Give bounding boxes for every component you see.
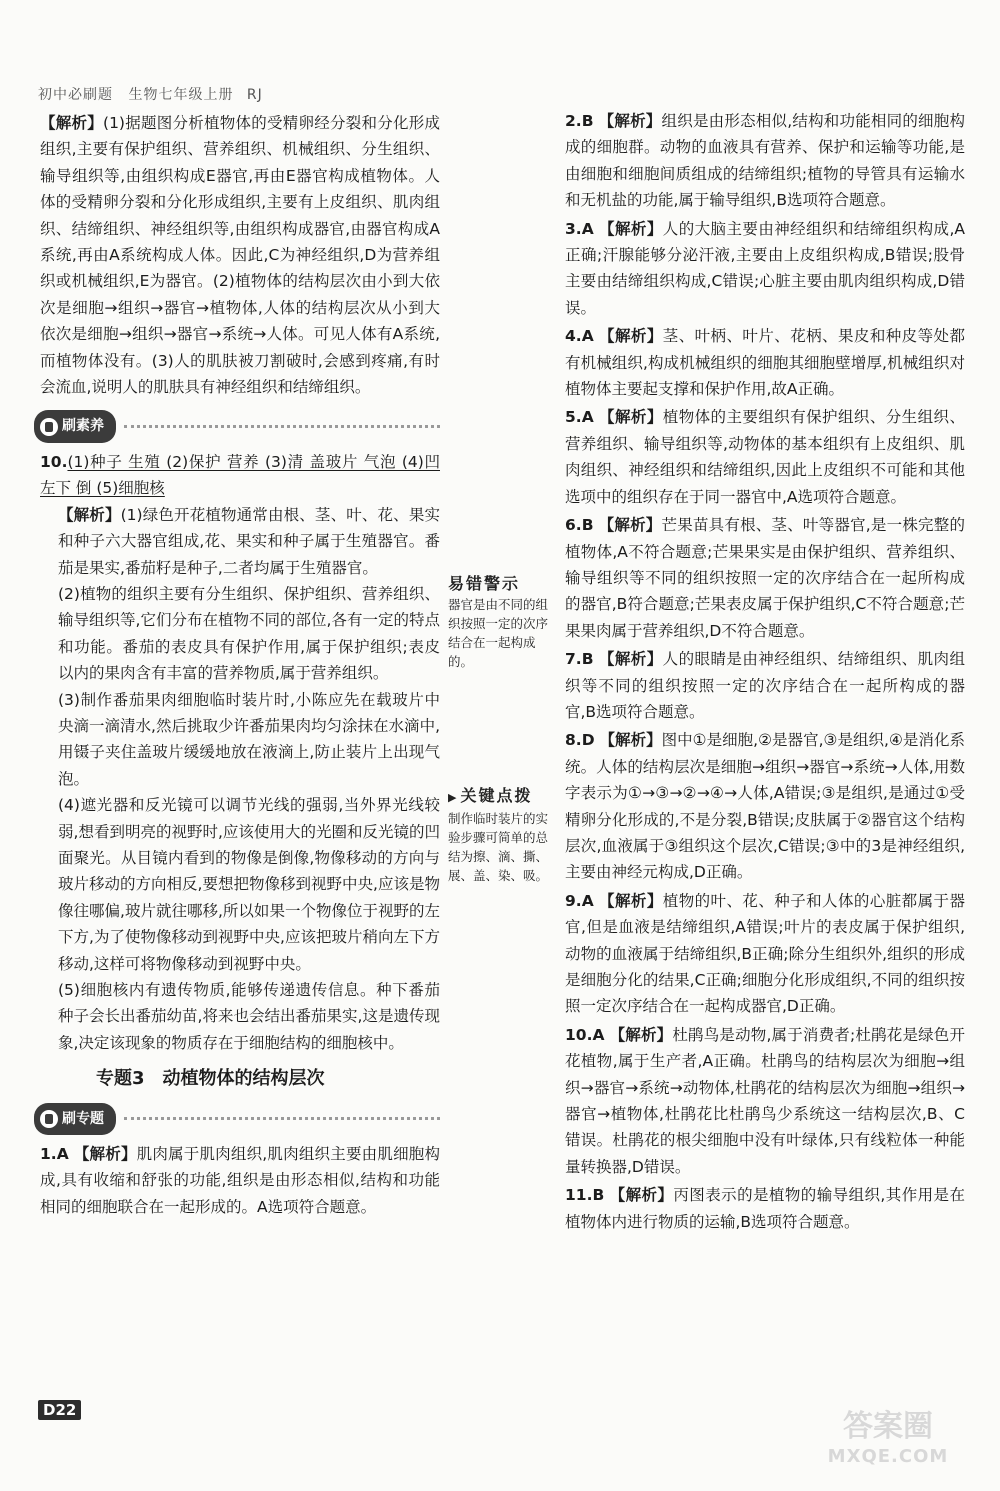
analysis-text: 人的大脑主要由神经组织和结缔组织构成,A正确;汗腺能够分泌汗液,主要由上皮组织构成,B错误;股骨主要由结缔组织构成,C错误;心脏主要由肌肉组织构成,D错误。 [565,219,965,317]
answer-letter: B [581,112,594,130]
analysis-tag: 【解析】 [609,1025,673,1044]
badge-label: 刷素养 [62,418,104,435]
answer-letter: A [581,891,594,910]
question-item [565,888,965,1020]
analysis-paragraph: (5)细胞核内有遗传物质,能够传递遗传信息。种下番茄种子会长出番茄幼苗,将来也会结出番茄果实,这是遗传现象,决定该现象的物质存在于细胞结构的细胞核中。 [58,981,440,1052]
question-10-answer [40,449,440,502]
question-number: 10. [565,1025,593,1044]
question-item [565,1022,965,1180]
intro-analysis [40,110,440,400]
analysis-paragraph: (3)制作番茄果肉细胞临时装片时,小陈应先在载玻片中央滴一滴清水,然后挑取少许番茄果肉均匀涂抹在水滴中,用镊子夹住盖玻片缓缓地放在液滴上,防止装片上出现气泡。 [58,690,440,788]
analysis-text: 植物的叶、花、种子和人体的心脏都属于器官,但是血液是结缔组织,A错误;叶片的表皮属于保护组织,动物的血液属于结缔组织,B正确;除分生组织外,组织的形成是细胞分化的结果,C正确;细胞分化形成组织,不同的组织按照一定次序结合在一起构成器官,D正确。 [565,891,965,1016]
topic-badge [34,1103,116,1135]
analysis-tag: 【解析】 [40,114,104,132]
answer-letter: A [581,219,594,238]
analysis-text: 丙图表示的是植物的输导组织,其作用是在植物体内进行物质的运输,B选项符合题意。 [565,1186,965,1231]
tip-common-mistake [448,574,560,671]
analysis-text: 肌肉属于肌肉组织,肌肉组织主要由肌细胞构成,具有收缩和舒张的功能,组织是由形态相似,结构和功能相同的细胞联合在一起形成的。A选项符合题意。 [40,1145,440,1216]
analysis-text: 图中①是细胞,②是器官,③是组织,④是消化系统。人体的结构层次是细胞→组织→器官→系统→人体,用数字表示为①→③→②→④→人体,A错误;③是组织,是通过①受精卵分化形成的,不是分裂,B错误;皮肤属于②器官这个结构层次,血液属于③组织这个层次,C错误;③中的3是神经组织,主要由神经元构成,D正确。 [565,731,965,882]
running-header [38,84,263,104]
analysis-tag: 【解析】 [598,112,662,130]
analysis-paragraph: (1)绿色开花植物通常由根、茎、叶、花、果实和种子六大器官组成,花、果实和种子属于生殖器官。番茄是果实,番茄籽是种子,二者均属于生殖器官。 [58,505,440,577]
question-number: 4. [565,327,582,346]
answer-text: (1)种子 生殖 (2)保护 营养 (3)清 盖玻片 气泡 (4)凹 左下 倒 (5)细胞核 [40,452,440,498]
question-number: 3. [565,219,582,238]
analysis-text: (1)据题图分析植物体的受精卵经分裂和分化形成组织,主要有保护组织、营养组织、机械组织、分生组织、输导组织等,由组织构成E器官,再由E器官构成植物体。人体的受精卵分裂和分化形成组织,主要有上皮组织、肌肉组织、结缔组织、神经组织等,由组织构成器官,由器官构成A系统,再由A系统构成人体。因此,C为神经组织,D为营养组织或机械组织,E为器官。(2)植物体的结构层次由小到大依次是细胞→组织→器官→植物体,人体的结构层次从小到大依次是细胞→组织→器官→系统→人体。可见人体有A系统,而植物体没有。(3)人的肌肤被刀割破时,会感到疼痛,有时会流血,说明人的肌肤具有神经组织和结缔组织。 [40,114,440,397]
literacy-badge [34,410,116,442]
section-heading: 动植物体的结构层次 [162,1068,325,1090]
analysis-tag: 【解析】 [598,650,663,669]
right-column [565,108,965,1237]
watermark-site: MXQE.COM [827,1446,949,1467]
question-item [565,216,965,322]
analysis-text: 茎、叶柄、叶片、花柄、果皮和种皮等处都有机械组织,构成机械组织的细胞其细胞壁增厚,机械组织对植物体主要起支撑和保护作用,故A正确。 [565,327,965,399]
analysis-tag: 【解析】 [599,219,663,238]
analysis-text: 人的眼睛是由神经组织、结缔组织、肌肉组织等不同的组织按照一定的次序结合在一起所构成的器官,B选项符合题意。 [565,650,965,721]
answer-letter: A [56,1145,69,1164]
question-item [565,512,965,644]
answer-letter: B [592,1186,605,1205]
analysis-paragraph: (2)植物的组织主要有分生组织、保护组织、营养组织、输导组织等,它们分布在植物不同的部位,各有一定的特点和功能。番茄的表皮具有保护作用,属于保护组织;表皮以内的果肉含有丰富的营养物质,属于营养组织。 [58,584,440,683]
analysis-text: 芒果苗具有根、茎、叶等器官,是一株完整的植物体,A不符合题意;芒果果实是由保护组织、营养组织、输导组织等不同的组织按照一定的次序结合在一起所构成的器官,B符合题意;芒果表皮属于保护组织,C不符合题意;芒果果肉属于营养组织,D不符合题意。 [565,516,965,640]
question-number: 11. [565,1186,593,1205]
answer-letter: D [581,731,595,750]
left-column [40,110,440,1220]
question-number: 8. [565,731,582,750]
analysis-tag: 【解析】 [599,327,663,346]
question-number: 5. [565,408,582,427]
badge-label: 刷专题 [62,1110,104,1127]
section-band-topic [34,1103,440,1135]
answer-letter: A [581,408,594,427]
page-number: D22 [38,1400,81,1420]
tip-text: 制作临时装片的实验步骤可简单的总结为擦、滴、撕、展、盖、染、吸。 [448,811,549,883]
question-number: 2. [565,112,582,130]
analysis-text: 植物体的主要组织有保护组织、分生组织、营养组织、输导组织等,动物体的基本组织有上皮组织、肌肉组织、神经组织和结缔组织,因此上皮组织不可能和其他选项中的组织存在于同一器官中,A选项符合题意。 [565,408,965,506]
book-icon [40,1110,58,1128]
question-item [565,404,965,510]
question-item [565,108,965,214]
analysis-text: 杜鹃鸟是动物,属于消费者;杜鹃花是绿色开花植物,属于生产者,A正确。杜鹃鸟的结构层次为细胞→组织→器官→系统→动物体,杜鹃花的结构层次为细胞→组织→器官→植物体,杜鹃花比杜鹃鸟少系统这一结构层次,B、C错误。杜鹃花的根尖细胞中没有叶绿体,只有线粒体一种能量转换器,D错误。 [565,1025,965,1176]
dotted-divider [124,1117,440,1120]
tip-title: ▶ 关键点拨 [448,786,560,807]
section-band-literacy [34,410,440,442]
analysis-tag: 【解析】 [73,1145,137,1164]
tip-title: 易错警示 [448,574,521,593]
dotted-divider [124,425,440,428]
question-item [565,1182,965,1235]
analysis-tag: 【解析】 [609,1186,674,1205]
edition-label: RJ [246,87,263,103]
section-number: 专题3 [96,1068,145,1090]
series-name: 初中必刷题 [38,87,113,103]
answer-letter: B [581,650,594,669]
answer-letter: A [581,327,594,346]
analysis-tag: 【解析】 [599,408,663,427]
question-item [565,323,965,402]
question-number: 7. [565,650,582,669]
tip-key-point [448,786,560,885]
question-10-analysis [40,502,440,581]
section-title [96,1066,440,1092]
analysis-paragraph: (4)遮光器和反光镜可以调节光线的强弱,当外界光线较弱,想看到明亮的视野时,应该使用大的光圈和反光镜的凹面聚光。从目镜内看到的物像是倒像,物像移动的方向与玻片移动的方向相反,要想把物像移到视野中央,应该是物像往哪偏,玻片就往哪移,所以如果一个物像位于视野的左下方,为了使物像移动到视野中央,应该把玻片稍向左下方移动,这样可将物像移动到视野中央。 [58,796,440,973]
analysis-tag: 【解析】 [58,505,121,524]
watermark-logo [808,1409,968,1472]
question-number: 1. [40,1145,57,1164]
question-item [565,646,965,725]
subject-name: 生物七年级上册 [128,87,234,103]
tip-text: 器官是由不同的组织按照一定的次序结合在一起构成的。 [448,597,549,669]
analysis-text: 组织是由形态相似,结构和功能相同的细胞构成的细胞群。动物的血液具有营养、保护和运输等功能,是由细胞和细胞间质组成的结缔组织;植物的导管具有运输水和无机盐的功能,属于输导组织,B选项符合题意。 [565,112,965,210]
book-icon [40,418,58,436]
analysis-tag: 【解析】 [599,891,663,910]
watermark-text: 答案圈 [843,1409,933,1444]
analysis-tag: 【解析】 [598,516,662,535]
answer-letter: B [581,516,594,535]
question-number: 9. [565,891,582,910]
question-number: 10. [40,452,68,471]
question-number: 6. [565,516,582,535]
answer-letter: A [592,1025,605,1044]
question-1 [40,1141,440,1220]
question-item [565,727,965,885]
analysis-tag: 【解析】 [599,731,662,750]
